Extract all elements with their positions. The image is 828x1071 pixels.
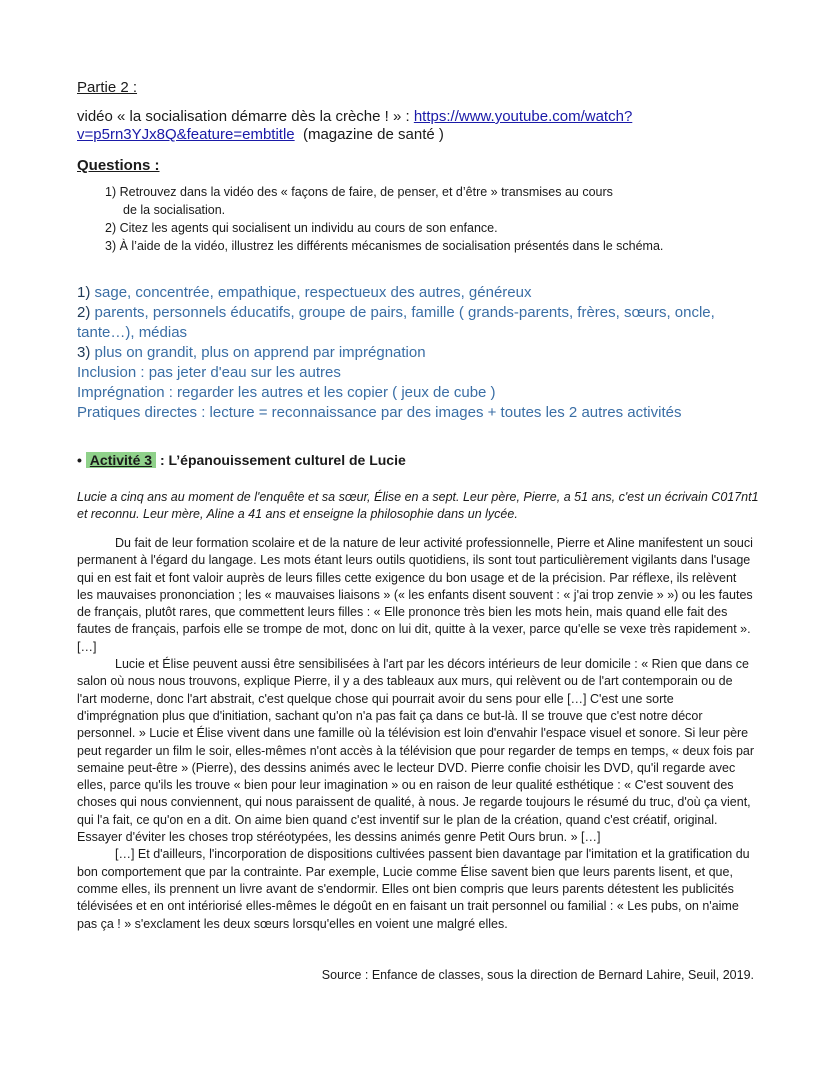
answer-impregnation: Imprégnation : regarder les autres et les copier ( jeux de cube ): [77, 384, 496, 401]
answer-pratiques: Pratiques directes : lecture = reconnaissance par des images + toutes les 2 autres activités: [77, 404, 682, 421]
answer-2-text: parents, personnels éducatifs, groupe de pairs, famille ( grands-parents, frères, sœurs, oncle,: [94, 304, 715, 321]
question-3: 3) À l’aide de la vidéo, illustrez les différents mécanismes de socialisation présentés dans le schéma.: [105, 239, 664, 253]
paragraph-1: Du fait de leur formation scolaire et de la nature de leur activité professionnelle, Pierre et Aline manifestent un souci permanent à l'égard du langage. Les mots étant leurs outils quotidiens, ils sont tout particulièrement vigilants dans l'usage qui en est fait et font valoir auprès de leurs filles cette exigence du bon usage et de la précision. Par réflexe, ils relèvent les mauvaises prononciation ; les « mauvaises liaisons » (« les enfants disent souvent : « j'ai trop zenvie » ») ou les fautes de français, plutôt rares, que commettent leurs filles : « Elle prononce très bien les mots hein, mais quand elle fait des fautes de français, parfois elle se trompe de mot, donc on lui dit, quitte à la vexer, parce qu'elle se vexe très rapidement ». […]: [77, 536, 753, 654]
video-source: (magazine de santé ): [294, 126, 444, 143]
answer-2-continued: tante…), médias: [77, 324, 188, 341]
answer-1: [77, 283, 757, 303]
activity-label: Activité 3: [86, 452, 156, 468]
question-2: 2) Citez les agents qui socialisent un individu au cours de son enfance.: [105, 221, 498, 235]
section-title: Partie 2 :: [77, 79, 138, 96]
paragraph-3: […] Et d'ailleurs, l'incorporation de dispositions cultivées passent bien davantage par l'imitation et la gratification du bon comportement que par la contrainte. Par exemple, Lucie comme Élise savent bien que leurs parents lisent, et que, comme elles, ils prennent un livre avant de s'endormir. Elles ont bien compris que leurs parents détestent les publicités télévisées et en ont intériorisé elles-mêmes le dégoût en en faisant un trait personnel ou familial : « Les pubs, on n'aime pas ça ! » s'exclament les deux sœurs lorsqu'elles en voient une malgré elles.: [77, 847, 750, 931]
activity-title: : L’épanouissement culturel de Lucie: [159, 452, 406, 468]
video-link-line-1: https://www.youtube.com/watch?: [413, 108, 633, 125]
answer-3-number: 3): [77, 344, 95, 361]
answer-2-number: 2): [77, 304, 95, 321]
body-text: [77, 535, 755, 933]
questions-list: [105, 183, 745, 255]
video-title: vidéo « la socialisation démarre dès la crèche ! » :: [77, 108, 414, 125]
activity-heading: [77, 452, 406, 468]
questions-title: Questions :: [77, 157, 160, 174]
answer-3-text: plus on grandit, plus on apprend par imprégnation: [94, 344, 426, 361]
bullet-icon: •: [77, 452, 82, 468]
paragraph-2: Lucie et Élise peuvent aussi être sensibilisées à l'art par les décors intérieurs de leur domicile : « Rien que dans ce salon où nous nous trouvons, explique Pierre, il y a des tableaux aux murs, qui relèvent ou de l'art contemporain ou de l'art moderne, donc l'art abstrait, c'est quelque chose qui pourrait avoir du sens pour elle […] C'est une sorte d'imprégnation plus que d'initiation, sachant qu'on n'a pas fait ça dans ce but-là. Il se trouve que c'est notre décor personnel. » Lucie et Élise vivent dans une famille où la télévision est loin d'envahir l'espace visuel et sonore. Si leur père peut regarder un film le soir, elles-mêmes n'ont accès à la télévision que pour regarder de temps en temps, « deux fois par semaine peut-être » (Pierre), des dessins animés avec le lecteur DVD. Pierre confie choisir les DVD, qu'il regarde avec elles, parce qu'ils les trouve « bien pour leur imagination » ou en raison de leur qualité esthétique : « C'est souvent des choses qui nous conviennent, qui nous paraissent de qualité, à nous. Je regarde toujours le résumé du truc, d'où ça vient, qui l'a fait, ce qu'on en a dit. On aime bien quand c'est inventif sur le plan de la création, quand c'est créatif, original. Essayer d'éviter les choses trop stéréotypées, les dessins animés genre Petit Ours brun. » […]: [77, 657, 755, 845]
video-reference: [77, 108, 757, 144]
answer-3: [77, 343, 757, 363]
intro-text: Lucie a cinq ans au moment de l'enquête et sa sœur, Élise en a sept. Leur père, Pierre, a 51 ans, c'est un écrivain C017nt1 et reconnu. Leur mère, Aline a 41 ans et enseigne la philosophie dans un lycée.: [77, 490, 759, 521]
answer-1-number: 1): [77, 284, 95, 301]
answer-inclusion: Inclusion : pas jeter d'eau sur les autres: [77, 364, 341, 381]
video-link-line-2: v=p5rn3YJx8Q&feature=embtitle: [77, 126, 295, 143]
answer-1-text: sage, concentrée, empathique, respectueux des autres, généreux: [94, 284, 532, 301]
question-1-continued: de la socialisation.: [123, 203, 226, 217]
answer-2: [77, 303, 757, 323]
question-1: 1) Retrouvez dans la vidéo des « façons de faire, de penser, et d’être » transmises au cours: [105, 185, 613, 199]
answers-block: [77, 283, 757, 423]
source-citation: Source : Enfance de classes, sous la direction de Bernard Lahire, Seuil, 2019.: [321, 968, 754, 982]
